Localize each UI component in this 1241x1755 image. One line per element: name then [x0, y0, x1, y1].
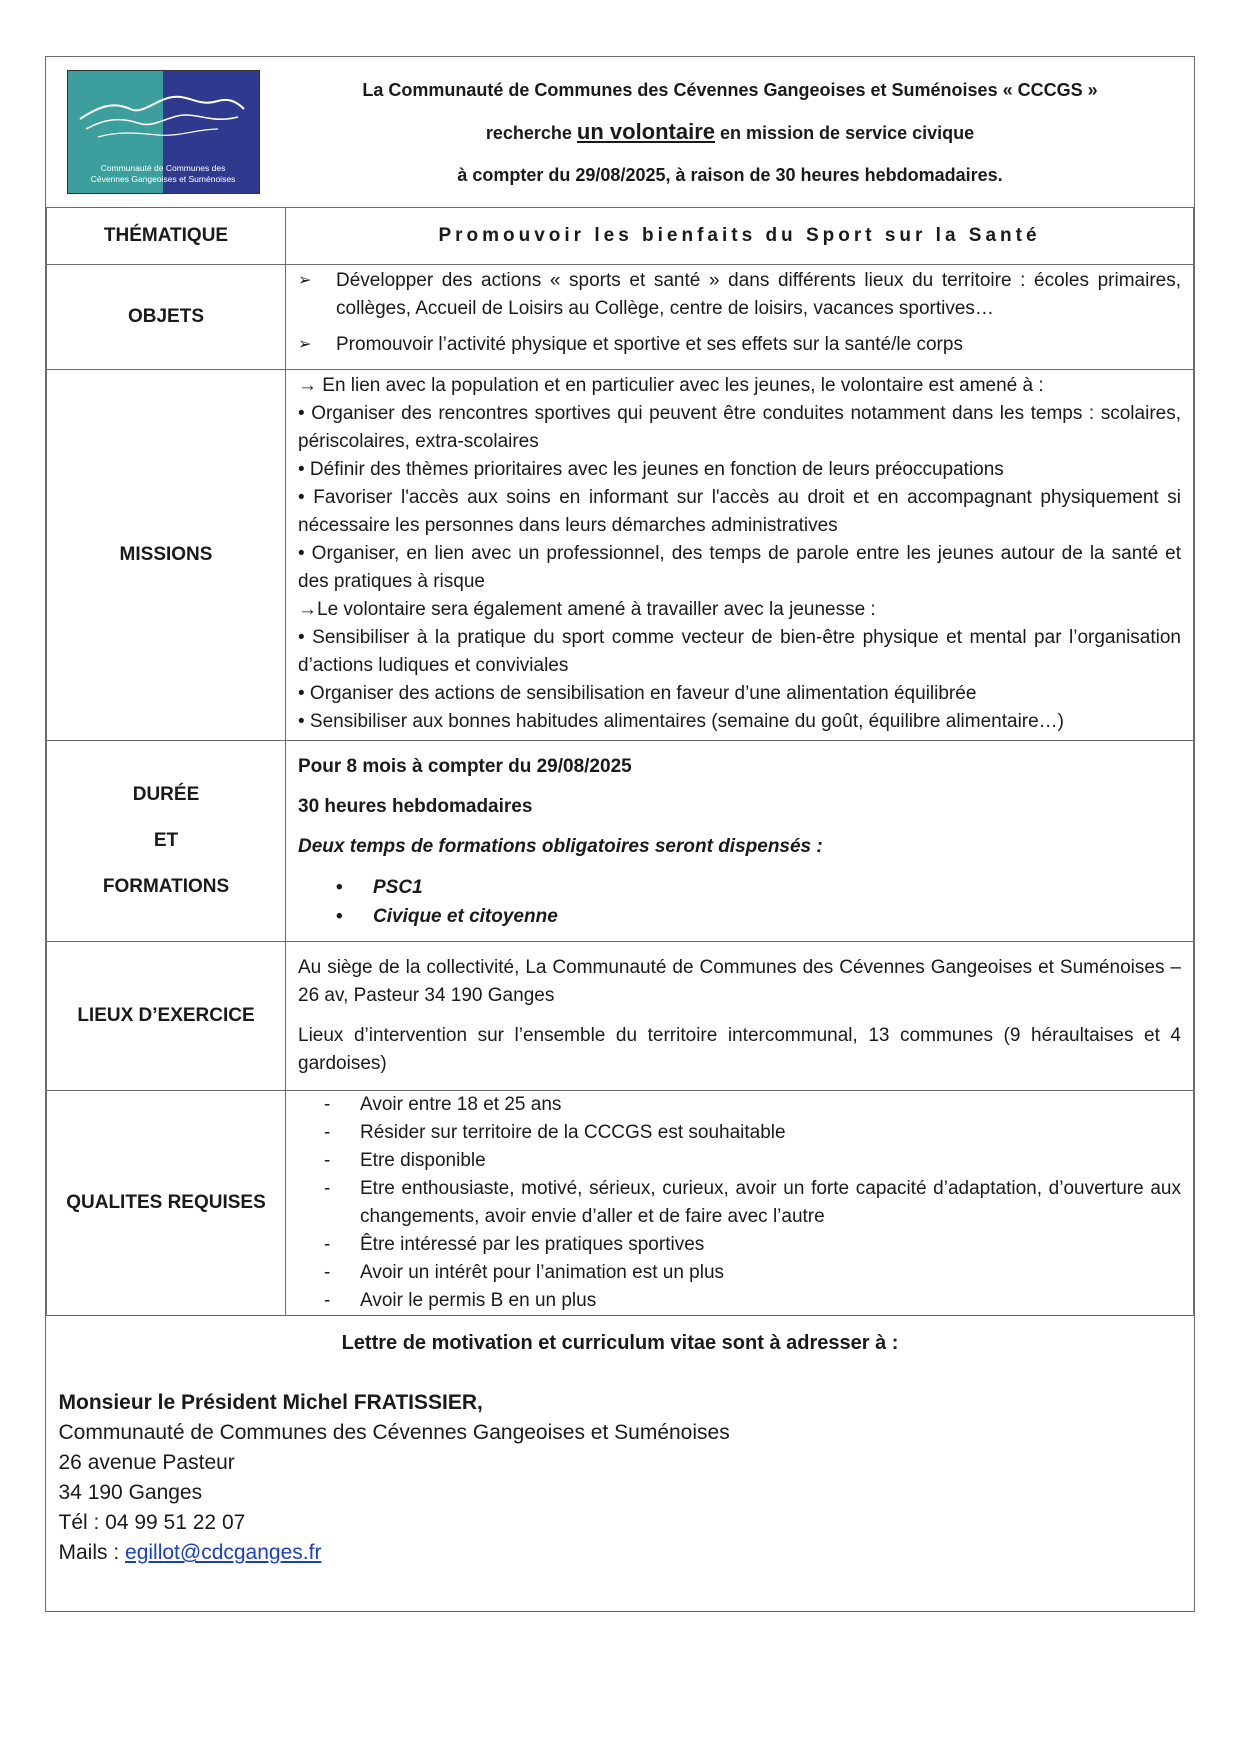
volunteer-emphasis: un volontaire — [576, 119, 716, 144]
hours-line: 30 heures hebdomadaires — [298, 796, 533, 817]
list-item: - Être intéressé par les pratiques sportives — [324, 1234, 705, 1255]
mission-line: • Organiser des actions de sensibilisation en faveur d’une alimentation équilibrée — [298, 683, 977, 704]
objets-content — [286, 265, 1194, 370]
bullet-icon: • — [336, 877, 343, 898]
row-lieux — [47, 942, 1194, 1091]
label-missions: MISSIONS — [47, 370, 286, 741]
list-item: - Avoir le permis B en un plus — [324, 1290, 597, 1311]
contact-street: 26 avenue Pasteur — [58, 1451, 235, 1474]
label-duree: DURÉE ET FORMATIONS — [47, 741, 286, 942]
row-missions — [47, 370, 1194, 741]
row-thematique — [47, 208, 1194, 265]
label-qualites: QUALITES REQUISES — [47, 1091, 286, 1316]
list-item: • Civique et citoyenne — [298, 902, 1181, 931]
list-item: • PSC1 — [298, 873, 1181, 902]
objet-item: ➢ Développer des actions « sports et santé » dans différents lieux du territoire : écoles primaires, collèges, Accueil de Loisirs au Collège, centre de loisirs, vacances sportives… — [286, 267, 1181, 323]
list-item: - Résider sur territoire de la CCCGS est souhaitable — [324, 1122, 786, 1143]
qualites-content — [286, 1091, 1194, 1316]
row-qualites — [47, 1091, 1194, 1316]
list-item: - Etre enthousiaste, motivé, sérieux, curieux, avoir un forte capacité d’adaptation, d’ouverture aux changements, avoir envie d’aller et de faire avec l’autre — [324, 1178, 1181, 1227]
mission-line: • Définir des thèmes prioritaires avec les jeunes en fonction de leurs préoccupations — [298, 459, 1004, 480]
job-offer-frame — [45, 56, 1195, 1612]
mission-line: • Organiser des rencontres sportives qui peuvent être conduites notamment dans les temps : scolaires, périscolaires, extra-scolaires — [298, 403, 1181, 452]
formations-list — [298, 873, 1181, 931]
mission-line: • Sensibiliser à la pratique du sport comme vecteur de bien-être physique et mental par l’organisation d’actions ludiques et conviviales — [298, 627, 1181, 676]
arrow-bullet-icon: ➢ — [298, 272, 312, 289]
contact-block — [47, 1316, 1194, 1568]
row-contact — [47, 1316, 1194, 1569]
lieux-siege: Au siège de la collectivité, La Communauté de Communes des Cévennes Gangeoises et Suménoises – 26 av, Pasteur 34 190 Ganges — [298, 957, 1181, 1006]
missions-content — [286, 370, 1194, 741]
duree-content — [286, 741, 1194, 942]
header-line-2: recherche un volontaire en mission de service civique — [485, 119, 975, 144]
mission-line: • Sensibiliser aux bonnes habitudes alimentaires (semaine du goût, équilibre alimentaire…) — [298, 711, 1065, 732]
header-line-1: La Communauté de Communes des Cévennes Gangeoises et Suménoises « CCCGS » — [362, 80, 1098, 100]
contact-name: Monsieur le Président Michel FRATISSIER, — [58, 1391, 483, 1414]
list-item: - Etre disponible — [324, 1150, 486, 1171]
contact-city: 34 190 Ganges — [58, 1481, 203, 1504]
lieux-content — [286, 942, 1194, 1091]
contact-phone: Tél : 04 99 51 22 07 — [58, 1511, 246, 1534]
mission-line: • Favoriser l'accès aux soins en informant sur l'accès au droit et en accompagnant physiquement si nécessaire les personnes dans leurs démarches administratives — [298, 487, 1181, 536]
row-objets — [47, 265, 1194, 370]
mission-line: • Organiser, en lien avec un professionnel, des temps de parole entre les jeunes autour de la santé et des pratiques à risque — [298, 543, 1181, 592]
qualites-list — [286, 1091, 1181, 1315]
header-row — [47, 57, 1194, 208]
header-line-3: à compter du 29/08/2025, à raison de 30 heures hebdomadaires. — [457, 165, 1003, 185]
header-text — [277, 69, 1184, 196]
label-lieux: LIEUX D’EXERCICE — [47, 942, 286, 1091]
logo-text-line2: Cévennes Gangeoises et Suménoises — [90, 174, 236, 184]
duree-line: Pour 8 mois à compter du 29/08/2025 — [298, 756, 632, 777]
objet-item: ➢ Promouvoir l’activité physique et sportive et ses effets sur la santé/le corps — [286, 331, 1181, 359]
contact-org: Communauté de Communes des Cévennes Gangeoises et Suménoises — [58, 1421, 730, 1444]
email-link[interactable]: egillot@cdcganges.fr — [125, 1541, 322, 1564]
contact-mail-line: Mails : egillot@cdcganges.fr — [58, 1541, 322, 1564]
mission-line: → En lien avec la population et en particulier avec les jeunes, le volontaire est amené à : — [298, 375, 1044, 396]
label-objets: OBJETS — [47, 265, 286, 370]
logo-text-line1: Communauté de Communes des — [100, 163, 226, 173]
cccgs-logo — [67, 70, 260, 194]
bullet-icon: • — [336, 906, 343, 927]
contact-title: Lettre de motivation et curriculum vitae sont à adresser à : — [341, 1332, 899, 1354]
formations-intro: Deux temps de formations obligatoires seront dispensés : — [298, 836, 823, 857]
header — [47, 57, 1194, 207]
list-item: - Avoir entre 18 et 25 ans — [324, 1094, 562, 1115]
lieux-intervention: Lieux d’intervention sur l’ensemble du territoire intercommunal, 13 communes (9 héraultaises et 4 gardoises) — [298, 1025, 1181, 1074]
list-item: - Avoir un intérêt pour l’animation est un plus — [324, 1262, 725, 1283]
label-thematique: THÉMATIQUE — [47, 208, 286, 265]
thematique-value: Promouvoir les bienfaits du Sport sur la Santé — [286, 208, 1194, 265]
mission-line: →Le volontaire sera également amené à travailler avec la jeunesse : — [298, 599, 876, 620]
row-duree — [47, 741, 1194, 942]
offer-table — [46, 57, 1194, 1568]
arrow-bullet-icon: ➢ — [298, 336, 312, 353]
